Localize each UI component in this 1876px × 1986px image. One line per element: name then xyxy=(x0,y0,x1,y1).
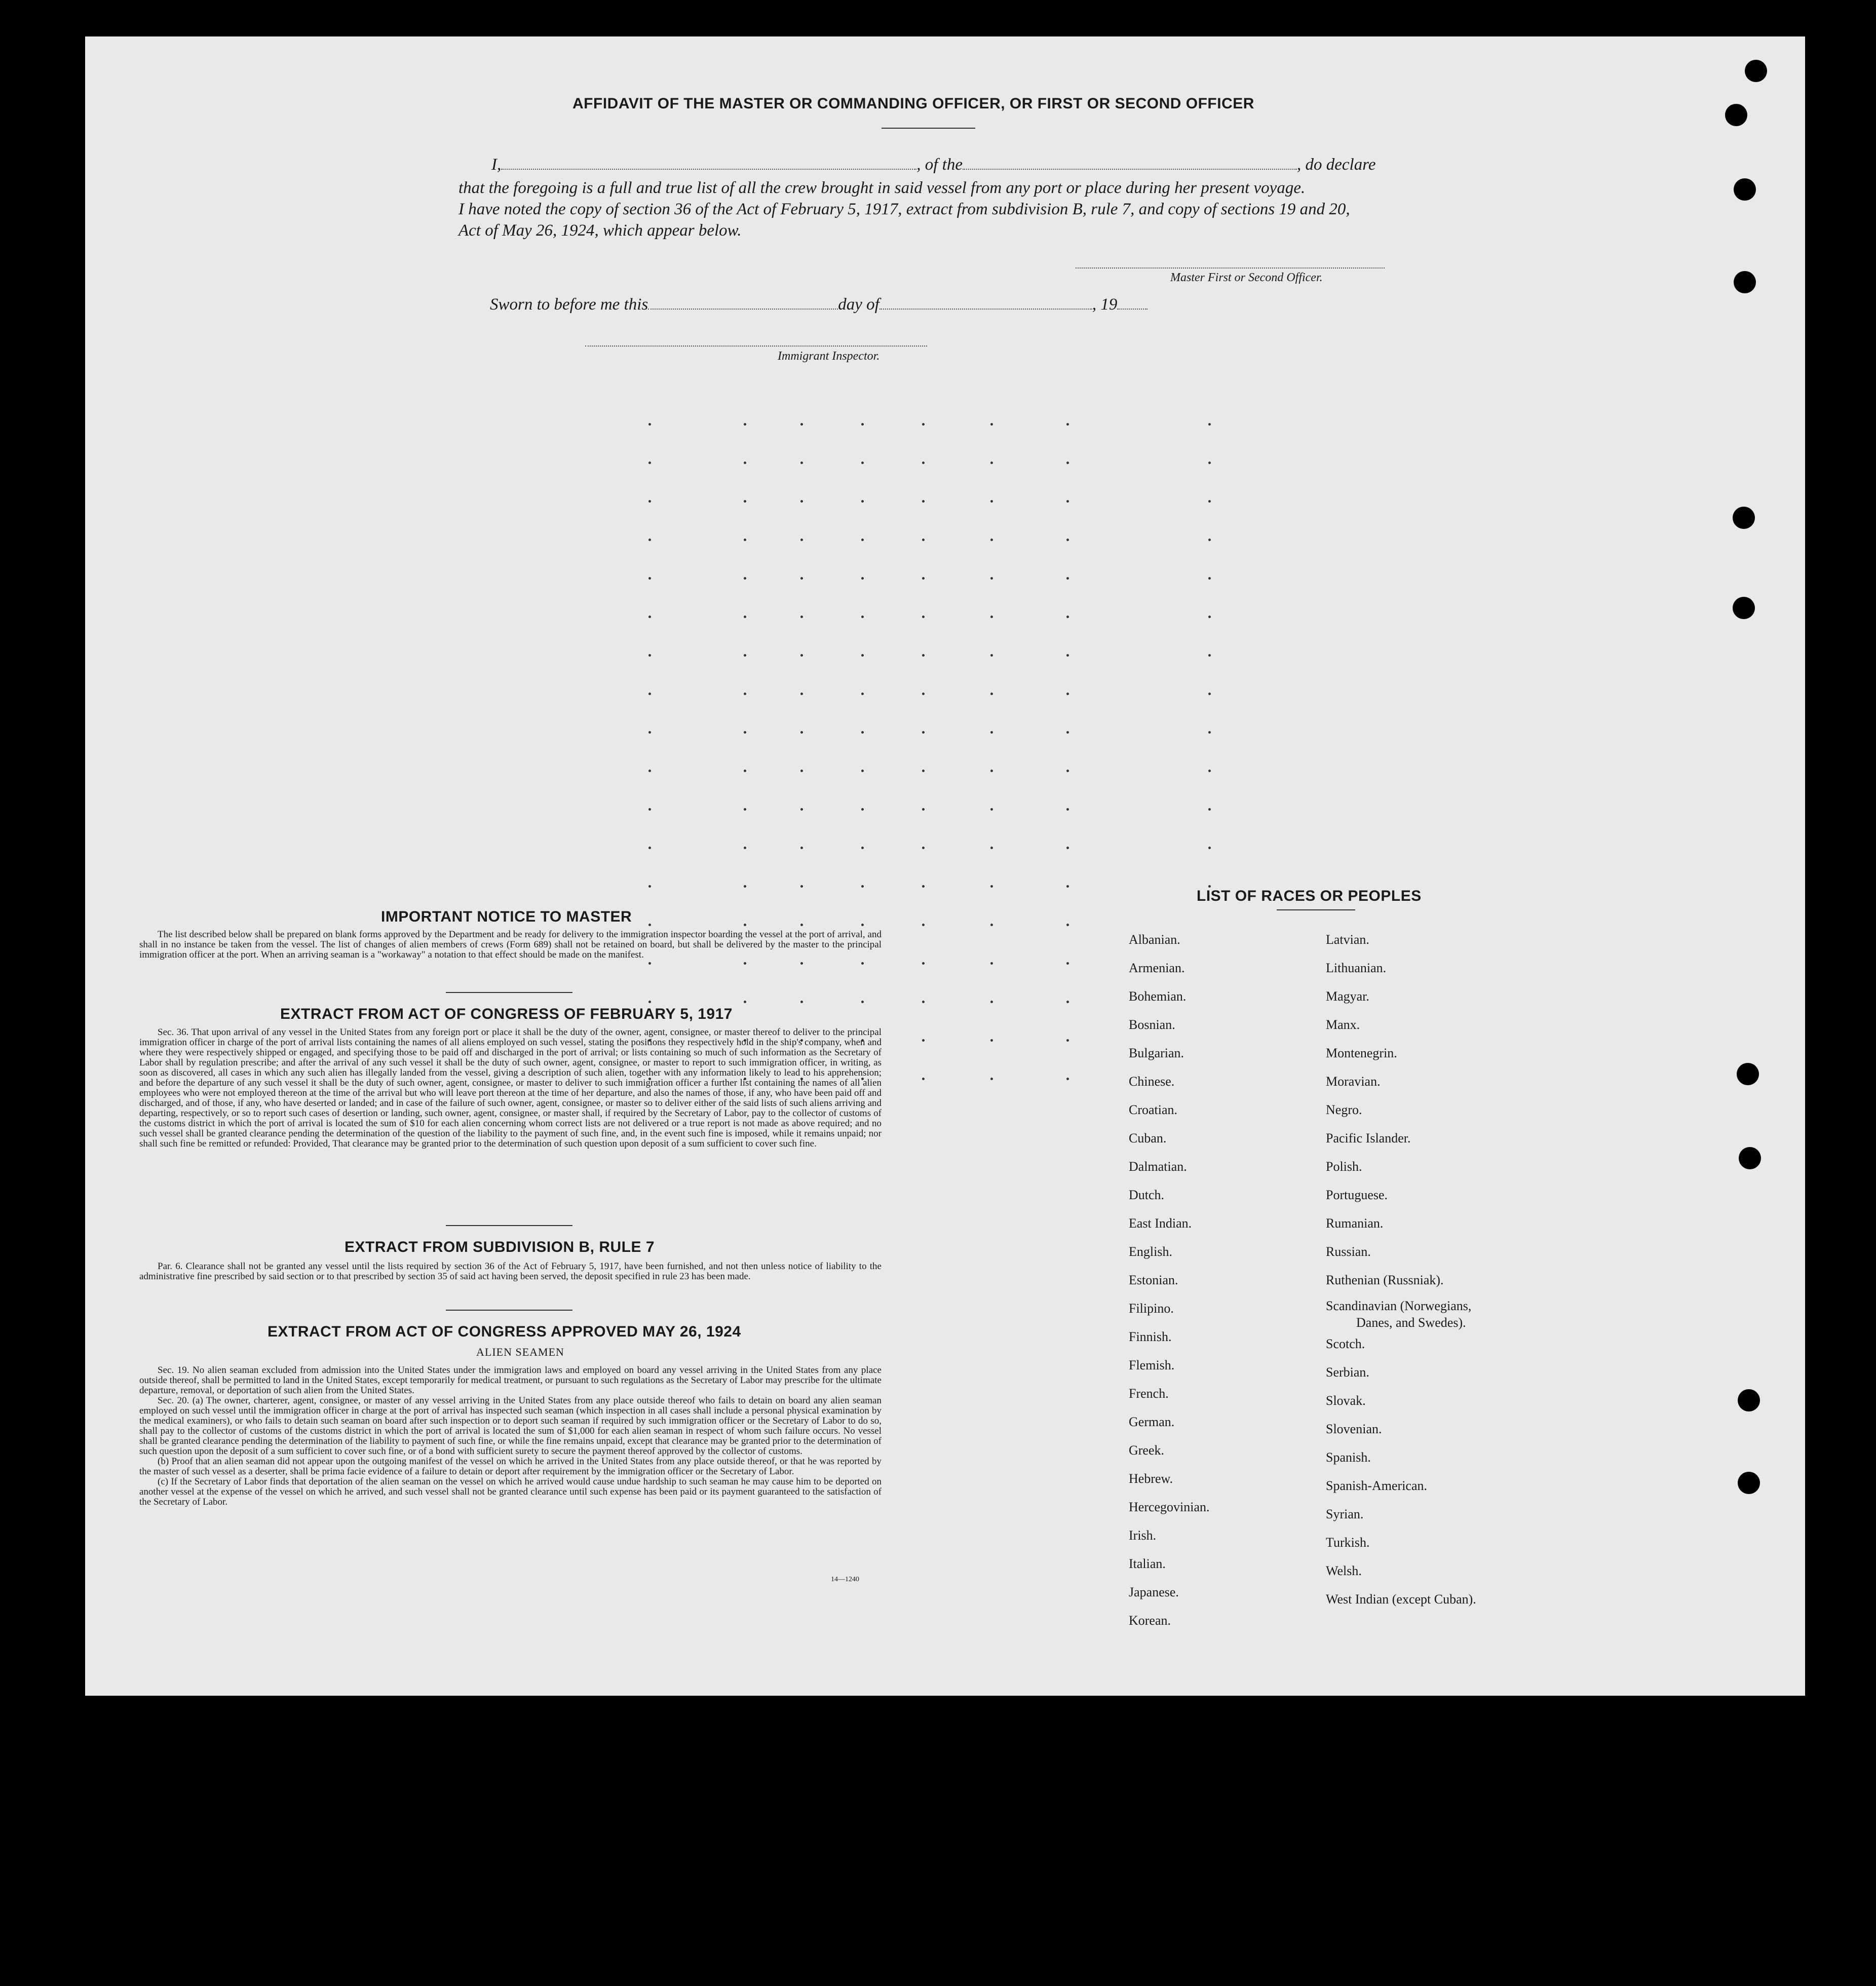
grid-dot xyxy=(990,1039,993,1042)
grid-dot xyxy=(1066,500,1069,503)
grid-dot xyxy=(1066,693,1069,695)
race-entry: Negro. xyxy=(1326,1102,1362,1117)
race-entry: East Indian. xyxy=(1129,1216,1192,1231)
race-entry: Spanish. xyxy=(1326,1450,1371,1465)
grid-dot xyxy=(648,731,651,734)
race-entry: Magyar. xyxy=(1326,989,1369,1004)
grid-dot xyxy=(648,962,651,965)
race-entry: Bosnian. xyxy=(1129,1017,1175,1032)
grid-dot xyxy=(648,808,651,811)
grid-dot xyxy=(1208,693,1211,695)
race-entry: Welsh. xyxy=(1326,1563,1362,1578)
grid-dot xyxy=(800,847,803,849)
divider xyxy=(446,1310,572,1311)
notice-title: IMPORTANT NOTICE TO MASTER xyxy=(381,908,632,925)
grid-dot xyxy=(1208,423,1211,426)
grid-dot xyxy=(800,462,803,464)
grid-dot xyxy=(800,577,803,580)
par-6-paragraph: Par. 6. Clearance shall not be granted any vessel until the lists required by section 36 of the Act of February 5, 1917, have been furnished, and not then unless notice of liability to the administrative fine prescribed by said section or to that prescribed by section 35 of said act having been served, the deposit specified in rule 23 has been made. xyxy=(139,1261,882,1282)
grid-dot xyxy=(744,616,746,618)
grid-dot xyxy=(861,962,864,965)
race-entry: Dalmatian. xyxy=(1129,1159,1187,1174)
grid-dot xyxy=(922,847,925,849)
grid-dot xyxy=(1066,924,1069,926)
grid-dot xyxy=(800,423,803,426)
grid-dot xyxy=(1066,731,1069,734)
sworn-text: Sworn to before me this xyxy=(490,295,648,314)
grid-dot xyxy=(744,885,746,888)
race-entry: Slovenian. xyxy=(1326,1422,1382,1436)
grid-dot xyxy=(990,654,993,657)
grid-dot xyxy=(861,885,864,888)
grid-dot xyxy=(990,462,993,464)
grid-dot xyxy=(800,1001,803,1003)
grid-dot xyxy=(1208,577,1211,580)
year-prefix: , 19 xyxy=(1092,295,1118,314)
sec-20c-paragraph: (c) If the Secretary of Labor finds that deportation of the alien seaman on the vessel on which he arrived would cause undue hardship to such seaman he may cause him to be deported on another vessel at the expense of the vessel on which he arrived, and such vessel shall not be granted clearance until such expense has been paid or its payment guaranteed to the satisfaction of the Secretary of Labor. xyxy=(139,1476,882,1507)
grid-dot xyxy=(922,808,925,811)
grid-dot xyxy=(922,1001,925,1003)
grid-dot xyxy=(1066,539,1069,541)
divider xyxy=(446,992,572,993)
affidavit-title: AFFIDAVIT OF THE MASTER OR COMMANDING OFFICER, OR FIRST OR SECOND OFFICER xyxy=(572,95,1254,112)
grid-dot xyxy=(800,539,803,541)
month-blank[interactable] xyxy=(879,304,1092,310)
grid-dot xyxy=(922,423,925,426)
grid-dot xyxy=(922,539,925,541)
divider xyxy=(882,128,975,129)
grid-dot xyxy=(861,1001,864,1003)
race-entry: Japanese. xyxy=(1129,1585,1179,1599)
grid-dot xyxy=(1066,770,1069,772)
grid-dot xyxy=(744,924,746,926)
grid-dot xyxy=(1066,847,1069,849)
grid-dot xyxy=(744,808,746,811)
race-entry: Italian. xyxy=(1129,1556,1166,1571)
grid-dot xyxy=(744,1001,746,1003)
grid-dot xyxy=(990,1078,993,1080)
rule-7-body xyxy=(139,1262,882,1282)
race-entry: Bulgarian. xyxy=(1129,1046,1184,1060)
grid-dot xyxy=(861,924,864,926)
binder-hole xyxy=(1745,60,1767,82)
race-entry: Pacific Islander. xyxy=(1326,1131,1411,1145)
grid-dot xyxy=(1066,1001,1069,1003)
race-entry: Flemish. xyxy=(1129,1358,1175,1372)
grid-dot xyxy=(1066,1078,1069,1080)
race-entry: Ruthenian (Russniak). xyxy=(1326,1273,1444,1287)
grid-dot xyxy=(800,500,803,503)
grid-dot xyxy=(990,808,993,811)
races-title: LIST OF RACES OR PEOPLES xyxy=(1197,888,1422,904)
day-of-text: day of xyxy=(838,295,879,314)
race-entry: Bohemian. xyxy=(1129,989,1186,1004)
grid-dot xyxy=(648,885,651,888)
grid-dot xyxy=(648,462,651,464)
form-number: 14—1240 xyxy=(831,1576,859,1583)
grid-dot xyxy=(922,500,925,503)
grid-dot xyxy=(922,885,925,888)
race-entry: Lithuanian. xyxy=(1326,961,1387,975)
race-entry: Polish. xyxy=(1326,1159,1362,1174)
grid-dot xyxy=(1208,654,1211,657)
grid-dot xyxy=(1208,616,1211,618)
grid-dot xyxy=(861,577,864,580)
grid-dot xyxy=(648,847,651,849)
grid-dot xyxy=(990,731,993,734)
grid-dot xyxy=(922,962,925,965)
grid-dot xyxy=(990,539,993,541)
grid-dot xyxy=(861,847,864,849)
grid-dot xyxy=(1066,616,1069,618)
sec-20b-paragraph: (b) Proof that an alien seaman did not appear upon the outgoing manifest of the vessel on which he arrived in the United States from any place outside thereof, or that he was reported by the master of such vessel as a deserter, shall be prima facie evidence of a failure to detain or deport after requirement by the immigration officer or the Secretary of Labor. xyxy=(139,1456,882,1477)
name-blank[interactable] xyxy=(501,165,916,170)
affidavit-i: I, xyxy=(491,156,502,174)
grid-dot xyxy=(648,770,651,772)
race-entry: Albanian. xyxy=(1129,932,1180,947)
binder-hole xyxy=(1733,597,1755,619)
race-entry: Russian. xyxy=(1326,1244,1371,1259)
race-entry: Cuban. xyxy=(1129,1131,1167,1145)
grid-dot xyxy=(861,693,864,695)
race-entry: Scotch. xyxy=(1326,1336,1365,1351)
race-entry: German. xyxy=(1129,1415,1175,1429)
grid-dot xyxy=(922,1078,925,1080)
race-entry: West Indian (except Cuban). xyxy=(1326,1592,1476,1607)
race-entry: Danes, and Swedes). xyxy=(1356,1315,1466,1330)
grid-dot xyxy=(1066,962,1069,965)
binder-hole xyxy=(1738,1472,1760,1494)
grid-dot xyxy=(648,500,651,503)
race-entry: Croatian. xyxy=(1129,1102,1178,1117)
grid-dot xyxy=(922,654,925,657)
binder-hole xyxy=(1734,271,1756,293)
grid-dot xyxy=(1208,462,1211,464)
grid-dot xyxy=(922,770,925,772)
race-entry: Moravian. xyxy=(1326,1074,1381,1089)
grid-dot xyxy=(744,539,746,541)
sec-20a-paragraph: Sec. 20. (a) The owner, charterer, agent, consignee, or master of any vessel arriving in the United States from any place outside thereof who fails to detain on board any alien seaman employed on such vessel until the immigration officer in charge at the port of arrival has inspected such seaman (which inspection in all cases shall include a personal physical examination by the medical examiners), or who fails to detain such seaman on board after such inspection or to deport such seaman if required by such immigration officer or the Secretary of Labor to do so, shall pay to the collector of customs of the customs district in which the port of arrival is located the sum of $1,000 for each alien seaman in respect of whom such failure occurs. No vessel shall be granted clearance pending the determination of the liability to payment of such fine, or while the fine remains unpaid, except that clearance may be granted prior to the determination of such question upon the deposit of a sum sufficient to cover such fine, or of a bond with sufficient surety to secure the payment thereof approved by the collector of customs. xyxy=(139,1395,882,1457)
affidavit-line-4: Act of May 26, 1924, which appear below. xyxy=(458,221,742,240)
alien-seamen-subtitle: ALIEN SEAMEN xyxy=(476,1346,564,1358)
grid-dot xyxy=(800,693,803,695)
grid-dot xyxy=(744,770,746,772)
grid-dot xyxy=(1066,654,1069,657)
grid-dot xyxy=(990,616,993,618)
grid-dot xyxy=(1208,770,1211,772)
race-entry: Portuguese. xyxy=(1326,1188,1388,1202)
race-entry: Irish. xyxy=(1129,1528,1157,1543)
race-entry: Korean. xyxy=(1129,1613,1171,1628)
grid-dot xyxy=(990,924,993,926)
race-entry: Montenegrin. xyxy=(1326,1046,1397,1060)
grid-dot xyxy=(1208,500,1211,503)
grid-dot xyxy=(800,654,803,657)
grid-dot xyxy=(990,885,993,888)
race-entry: Rumanian. xyxy=(1326,1216,1384,1231)
grid-dot xyxy=(800,885,803,888)
grid-dot xyxy=(861,654,864,657)
master-signature-line[interactable] xyxy=(1076,268,1385,269)
affidavit-line-1 xyxy=(458,153,1406,176)
day-blank[interactable] xyxy=(648,304,838,310)
grid-dot xyxy=(1066,423,1069,426)
grid-dot xyxy=(744,462,746,464)
grid-dot xyxy=(922,731,925,734)
extract-1917-title: EXTRACT FROM ACT OF CONGRESS OF FEBRUARY 5, 1917 xyxy=(280,1006,733,1022)
grid-dot xyxy=(1066,577,1069,580)
race-entry: French. xyxy=(1129,1386,1169,1401)
grid-dot xyxy=(861,462,864,464)
grid-dot xyxy=(990,693,993,695)
grid-dot xyxy=(648,539,651,541)
grid-dot xyxy=(861,500,864,503)
binder-hole xyxy=(1733,507,1755,529)
race-entry: Serbian. xyxy=(1326,1365,1369,1380)
year-blank[interactable] xyxy=(1117,304,1147,310)
grid-dot xyxy=(861,731,864,734)
grid-dot xyxy=(861,539,864,541)
grid-dot xyxy=(744,962,746,965)
grid-dot xyxy=(861,616,864,618)
extract-1924-title: EXTRACT FROM ACT OF CONGRESS APPROVED MAY 26, 1924 xyxy=(267,1323,741,1340)
grid-dot xyxy=(800,962,803,965)
race-entry: Turkish. xyxy=(1326,1535,1370,1550)
race-entry: Latvian. xyxy=(1326,932,1369,947)
binder-hole xyxy=(1734,178,1756,201)
binder-hole xyxy=(1737,1063,1759,1085)
grid-dot xyxy=(990,847,993,849)
grid-dot xyxy=(800,808,803,811)
grid-dot xyxy=(990,962,993,965)
race-entry: Manx. xyxy=(1326,1017,1360,1032)
grid-dot xyxy=(990,577,993,580)
grid-dot xyxy=(1208,731,1211,734)
binder-hole xyxy=(1738,1389,1760,1411)
grid-dot xyxy=(648,423,651,426)
grid-dot xyxy=(744,693,746,695)
grid-dot xyxy=(744,577,746,580)
extract-1917-body xyxy=(139,1027,882,1149)
affidavit-line-3: I have noted the copy of section 36 of the Act of February 5, 1917, extract from subdivision B, rule 7, and copy of sections 19 and 20, xyxy=(458,200,1350,218)
grid-dot xyxy=(744,500,746,503)
race-entry: Estonian. xyxy=(1129,1273,1178,1287)
sworn-line xyxy=(490,293,1437,316)
grid-dot xyxy=(744,731,746,734)
race-entry: Dutch. xyxy=(1129,1188,1165,1202)
grid-dot xyxy=(648,577,651,580)
race-entry: Greek. xyxy=(1129,1443,1165,1458)
race-entry: Hebrew. xyxy=(1129,1471,1173,1486)
extract-1924-body xyxy=(139,1365,882,1507)
race-entry: Scandinavian (Norwegians, xyxy=(1326,1298,1472,1313)
grid-dot xyxy=(648,1001,651,1003)
grid-dot xyxy=(1066,1039,1069,1042)
grid-dot xyxy=(990,770,993,772)
grid-dot xyxy=(861,423,864,426)
grid-dot xyxy=(1066,885,1069,888)
grid-dot xyxy=(744,654,746,657)
grid-dot xyxy=(922,462,925,464)
grid-dot xyxy=(800,731,803,734)
grid-dot xyxy=(922,577,925,580)
grid-dot xyxy=(1208,847,1211,849)
inspector-label: Immigrant Inspector. xyxy=(778,350,880,363)
grid-dot xyxy=(861,808,864,811)
grid-dot xyxy=(922,924,925,926)
race-entry: Hercegovinian. xyxy=(1129,1500,1210,1514)
grid-dot xyxy=(1208,808,1211,811)
master-label: Master First or Second Officer. xyxy=(1170,271,1323,284)
grid-dot xyxy=(744,423,746,426)
grid-dot xyxy=(800,924,803,926)
divider xyxy=(1277,909,1355,910)
race-entry: Chinese. xyxy=(1129,1074,1175,1089)
grid-dot xyxy=(922,616,925,618)
grid-dot xyxy=(922,1039,925,1042)
grid-dot xyxy=(1066,462,1069,464)
sec-19-paragraph: Sec. 19. No alien seaman excluded from admission into the United States under the immigration laws and employed on board any vessel arriving in the United States from any place outside thereof, shall be permitted to land in the United States, except temporarily for medical treatment, or pursuant to such regulations as the Secretary of Labor may prescribe for the ultimate departure, removal, or deportation of such alien from the United States. xyxy=(139,1365,882,1396)
rule-7-title: EXTRACT FROM SUBDIVISION B, RULE 7 xyxy=(344,1239,655,1255)
grid-dot xyxy=(800,770,803,772)
grid-dot xyxy=(744,847,746,849)
race-entry: Syrian. xyxy=(1326,1507,1364,1521)
affidavit-declare: , do declare xyxy=(1296,156,1376,174)
grid-dot xyxy=(861,770,864,772)
notice-paragraph: The list described below shall be prepared on blank forms approved by the Department and be ready for delivery to the immigration inspector boarding the vessel at the port of arrival, and shall in no instance be taken from the vessel. The list of changes of alien members of crews (Form 689) shall not be retained on board, but shall be delivered by the master to the principal immigration officer at the port. When an arriving seaman is a "workaway" a notation to that effect should be made on the manifest. xyxy=(139,929,882,960)
grid-dot xyxy=(922,693,925,695)
race-entry: Filipino. xyxy=(1129,1301,1174,1316)
grid-dot xyxy=(990,1001,993,1003)
grid-dot xyxy=(648,654,651,657)
grid-dot xyxy=(1208,539,1211,541)
race-entry: Finnish. xyxy=(1129,1329,1172,1344)
divider xyxy=(446,1225,572,1226)
race-entry: English. xyxy=(1129,1244,1172,1259)
grid-dot xyxy=(800,616,803,618)
grid-dot xyxy=(648,924,651,926)
notice-body xyxy=(139,930,882,960)
inspector-signature-line[interactable] xyxy=(585,346,927,347)
binder-hole xyxy=(1739,1147,1761,1169)
race-entry: Armenian. xyxy=(1129,961,1185,975)
vessel-blank[interactable] xyxy=(963,165,1297,170)
sec-36-paragraph: Sec. 36. That upon arrival of any vessel in the United States from any foreign port or place it shall be the duty of the owner, agent, consignee, or master thereof to deliver to the principal immigration officer in charge of the port of arrival lists containing the names of all aliens employed on such vessel, stating the positions they respectively hold in the ship's company, when and where they were respectively shipped or engaged, and specifying those to be paid off and discharged in the port of arrival; or lists containing so much of such information as the Secretary of Labor shall by regulation prescribe; and after the arrival of any such vessel it shall be the duty of such owner, agent, consignee, or master to report to such immigration officer, in writing, as soon as discovered, all cases in which any such alien has illegally landed from the vessel, giving a description of such alien, together with any information likely to lead to his apprehension; and before the departure of any such vessel it shall be the duty of such owner, agent, consignee, or master to deliver to such immigration officer a further list containing the names of all alien employees who were not employed thereon at the time of the arrival but who will leave port thereon at the time of her departure, and also the names of those, if any, who have been paid off and discharged, and of those, if any, who have deserted or landed; and in case of the failure of such owner, agent, consignee, or master so to deliver either of the said lists of such aliens arriving and departing, respectively, or so to report such cases of desertion or landing, such owner, agent, consignee, or master shall, if required by the Secretary of Labor, pay to the collector of customs of the customs district in which the port of arrival is located the sum of $10 for each alien concerning whom correct lists are not delivered or a true report is not made as above required; and no such vessel shall be granted clearance pending the determination of the question of the liability to the payment of such fine, and, in the event such fine is imposed, while it remains unpaid; nor shall such fine be remitted or refunded: Provided, That clearance may be granted prior to the determination of such question upon deposit of a sum sufficient to cover such fine. xyxy=(139,1027,882,1149)
grid-dot xyxy=(990,500,993,503)
race-entry: Spanish-American. xyxy=(1326,1478,1428,1493)
grid-dot xyxy=(648,616,651,618)
race-entry: Slovak. xyxy=(1326,1393,1366,1408)
affidavit-of-the: , of the xyxy=(916,156,963,174)
binder-hole xyxy=(1725,104,1747,126)
affidavit-line-2: that the foregoing is a full and true list of all the crew brought in said vessel from any port or place during her present voyage. xyxy=(458,179,1306,197)
grid-dot xyxy=(990,423,993,426)
grid-dot xyxy=(648,693,651,695)
grid-dot xyxy=(1066,808,1069,811)
